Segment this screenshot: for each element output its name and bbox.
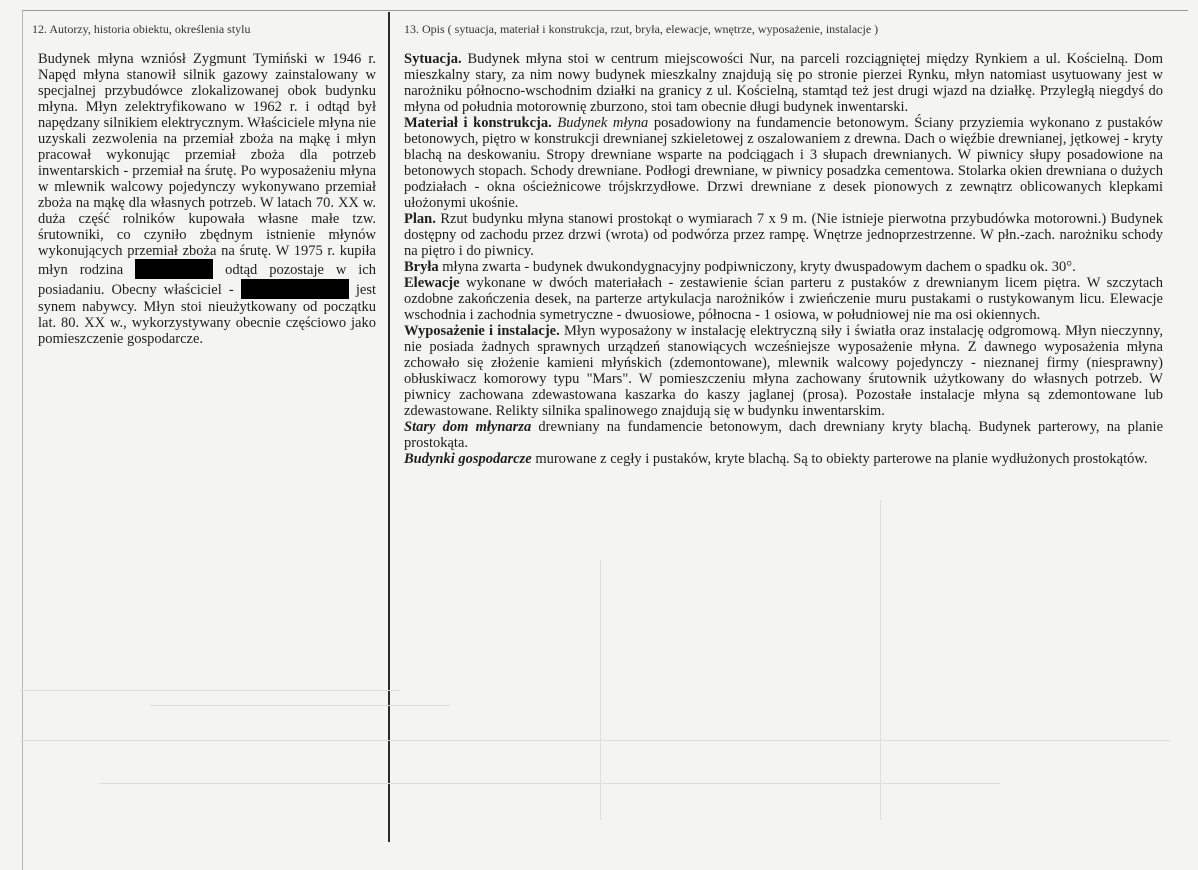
left-border-line [22,10,23,870]
label-material: Materiał i konstrukcja. [404,115,552,131]
paragraph-bryla [404,259,1163,275]
label-elewacje: Elewacje [404,275,460,291]
paragraph-budynki [404,451,1163,467]
redaction-block-1 [135,259,213,279]
top-border-line [22,10,1188,11]
column-divider [388,12,390,842]
label-sytuacja: Sytuacja. [404,51,462,67]
history-text-part-3: jest synem nabywcy. Młyn stoi nieużytkowany od początku lat. 80. XX w., wykorzystywany obecnie częściowo jako pomieszczenie gospodarcze. [38,282,377,347]
paragraph-plan [404,211,1163,259]
redaction-block-2 [241,279,349,299]
history-section [32,22,377,347]
paragraph-sytuacja [404,51,1163,115]
text-bryla: młyna zwarta - budynek dwukondygnacyjny podpiwniczony, kryty dwuspadowym dachem o spadku ok. 30°. [442,259,1076,275]
paragraph-material [404,115,1163,211]
label-stary-dom: Stary dom młynarza [404,419,532,435]
history-text-part-1: Budynek młyna wzniósł Zygmunt Tymiński w 1946 r. Napęd młyna stanowił silnik gazowy zainstalowany w specjalnej przybudówce zlokalizowanej obok budynku młyna. Młyn zelektryfikowano w 1962 r. i odtąd był napędzany silnikiem elektrycznym. Właściciele młyna nie uzyskali zezwolenia na przemiał zboża na mąkę i młyn pracował wykonując przemiał zboża dla potrzeb inwentarskich - przemiał na śrutę. Po wyposażeniu młyna w mlewnik walcowy pojedynczy wykonywano przemiał zboża na mąkę dla własnych potrzeb. W latach 70. XX w. duża część rolników kupowała własne małe tzw. śrutowniki, co czyniło zbędnym istnienie młynów wykonujących przemiał zboża na śrutę. W 1975 r. kupiła młyn rodzina [38,51,376,278]
paragraph-stary-dom [404,419,1163,451]
paragraph-elewacje [404,275,1163,323]
paragraph-wyposazenie [404,323,1163,419]
label-budynki: Budynki gospodarcze [404,451,532,467]
label-plan: Plan. [404,211,436,227]
text-material: posadowiony na fundamencie betonowym. Ściany przyziemia wykonano z pustaków betonowych, piętro w konstrukcji drewnianej szkieletowej z oszalowaniem z drewna. Dach o więźbie drewnianej, jętkowej - kryty blachą na deskowaniu. Stropy drewniane wsparte na podciągach i 3 słupach drewnianych. W piwnicy słupy posadowione na betonowych stopach. Schody drewniane. Podłogi drewniane, w piwnicy posadzka cementowa. Stolarka okien drewniana o dużych podziałach - okna ościeżnicowe trójskrzydłowe. Drzwi drewniane z desek pionowych z zewnątrz oblicowanych klepkami ułożonymi ukośnie. [404,115,1163,211]
history-heading: 12. Autorzy, historia obiektu, określenia stylu [32,22,251,36]
description-heading: 13. Opis ( sytuacja, materiał i konstrukcja, rzut, bryła, elewacje, wnętrze, wyposażenie, instalacje ) [404,22,879,36]
text-elewacje: wykonane w dwóch materiałach - zestawienie ścian parteru z pustaków z drewnianym licem piętra. W szczytach ozdobne zakończenia desek, na parterze artykulacja narożników i zwieńczenie muru pustakami o rustykowanym licu. Elewacje wschodnia i zachodnia symetryczne - dwuosiowe, północna - 1 osiowa, w południowej nie ma osi okiennych. [404,275,1163,323]
label-wyposazenie: Wyposażenie i instalacje. [404,323,560,339]
text-budynki: murowane z cegły i pustaków, kryte blachą. Są to obiekty parterowe na planie wydłużonych prostokątów. [535,451,1148,467]
history-text-part-2: odtąd pozostaje w ich posiadaniu. Obecny właściciel - [38,262,376,298]
text-sytuacja: Budynek młyna stoi w centrum miejscowości Nur, na parceli rozciągniętej między Rynkiem a ul. Kościelną. Dom mieszkalny stary, za nim nowy budynek mieszkalny znajdują się po stronie pierzei Rynku, młyn natomiast usytuowany jest w narożniku północno-wschodnim działki na granicy z ul. Kościelną, stamtąd też jest drugi wjazd na działkę. Przyległą niegdyś do młyna od południa motorownię zburzono, stoi tam obecnie długi budynek inwentarski. [404,51,1164,115]
label-bryla: Bryła [404,259,439,275]
italic-budynek-mlyna: Budynek młyna [557,115,649,131]
text-wyposazenie: Młyn wyposażony w instalację elektryczną siły i światła oraz instalację odgromową. Młyn nieczynny, nie posiada żadnych sprawnych urządzeń stanowiących wcześniejsze wyposażenie młyna. Z dawnego wyposażenia młyna zchowało się złożenie kamieni młyńskich (zdemontowane), mlewnik walcowy pojedynczy - nieznanej firmy (niesprawny) obłuskiwacz komorowy typu "Mars". W pomieszczeniu młyna zachowany śrutownik użytkowany do własnych potrzeb. W piwnicy zachowana zdewastowana kaszarka do kaszy jaglanej (prosa). Pozostałe instalacje młyna są zdemontowane lub zdewastowane. Relikty silnika spalinowego znajdują się w budynku inwentarskim. [404,323,1164,419]
description-section [404,22,1163,467]
text-stary-dom: drewniany na fundamencie betonowym, dach drewniany kryty blachą. Budynek parterowy, na planie prostokąta. [404,419,1164,451]
text-plan: Rzut budynku młyna stanowi prostokąt o wymiarach 7 x 9 m. (Nie istnieje pierwotna przybudówka motorowni.) Budynek dostępny od zachodu przez drzwi (wrota) od podwórza przez rampę. Wnętrze jednoprzestrzenne. W płn.-zach. narożniku schody na piętro i do piwnicy. [404,211,1163,259]
history-text [38,51,376,347]
